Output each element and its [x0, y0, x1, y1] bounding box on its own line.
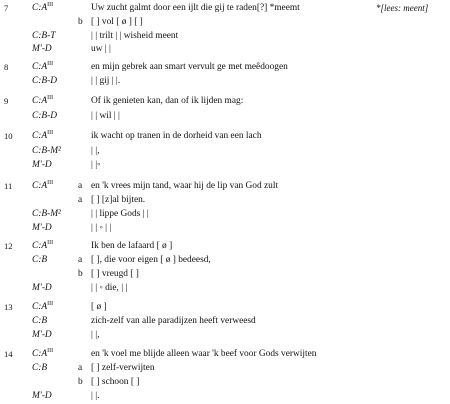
witness-siglum: C:B-D: [32, 76, 57, 86]
line-text: | |◦: [91, 160, 101, 170]
sub-label: a: [78, 195, 83, 205]
line-text: | |,: [91, 146, 100, 156]
line-number: 13: [4, 302, 13, 312]
apparatus-line: [0, 268, 450, 280]
apparatus-line: [0, 75, 450, 87]
witness-siglum: M'-D: [32, 391, 52, 401]
witness-siglum: C:B-M²: [32, 146, 61, 156]
line-number: 10: [4, 131, 13, 141]
line-text: | | lippe Gods | |: [91, 209, 149, 219]
line-number: 11: [4, 181, 13, 191]
apparatus-line: [0, 110, 450, 122]
margin-note: *[lees: meent]: [376, 3, 429, 13]
sub-label: a: [78, 363, 83, 373]
line-number: 14: [4, 349, 13, 359]
witness-siglum: M'-D: [32, 44, 52, 54]
apparatus-line: [0, 240, 450, 252]
apparatus-line: [0, 159, 450, 171]
sub-label: b: [78, 377, 83, 387]
apparatus-line: [0, 95, 450, 107]
line-text: Uw zucht galmt door een ijlt die gij te raden[?] *meemt: [91, 3, 300, 13]
line-text: en 'k voel me blijde alleen waar 'k beef voor Gods verwijten: [91, 349, 317, 359]
apparatus-line: [0, 390, 450, 402]
line-number: 9: [4, 96, 9, 106]
line-text: Ik ben de lafaard [ ø ]: [91, 241, 173, 251]
line-text: | | wil | |: [91, 111, 120, 121]
apparatus-line: [0, 2, 450, 14]
witness-siglum: M'-D: [32, 330, 52, 340]
witness-siglum: C:B-M²: [32, 209, 61, 219]
witness-siglum: M'-D: [32, 223, 52, 233]
line-number: 7: [4, 3, 9, 13]
witness-siglum: $C:A^{III}$: [32, 179, 54, 191]
witness-siglum: C:B-D: [32, 111, 57, 121]
apparatus-line: [0, 130, 450, 142]
line-text: en mijn gebrek aan smart vervult ge met meêdoogen: [91, 62, 288, 72]
line-text: | | trilt | | wisheid meent: [91, 31, 179, 41]
apparatus-line: [0, 254, 450, 266]
apparatus-line: [0, 329, 450, 341]
line-text: [ ] vreugd [ ]: [91, 269, 139, 279]
line-text: [ ] zelf-verwijten: [91, 363, 155, 373]
sub-label: a: [78, 255, 83, 265]
apparatus-line: [0, 194, 450, 206]
apparatus-line: [0, 43, 450, 55]
witness-siglum: C:B: [32, 255, 48, 265]
witness-siglum: C:B-T: [32, 31, 56, 41]
apparatus-line: [0, 301, 450, 313]
witness-siglum: M'-D: [32, 283, 52, 293]
sub-label: b: [78, 17, 83, 27]
sub-label: a: [78, 181, 83, 191]
sub-label: b: [78, 269, 83, 279]
witness-siglum: $C:A^{III}$: [32, 239, 54, 251]
line-text: | | ◦ | |: [91, 223, 112, 233]
line-text: [ ] [z]al bijten.: [91, 195, 146, 205]
line-text: | | ◦ die, | |: [91, 283, 128, 293]
witness-siglum: $C:A^{III}$: [32, 94, 54, 106]
line-text: en 'k vrees mijn tand, waar hij de lip van God zult: [91, 181, 279, 191]
witness-siglum: C:B: [32, 316, 48, 326]
apparatus-line: [0, 348, 450, 360]
witness-siglum: C:B: [32, 363, 48, 373]
apparatus-line: [0, 180, 450, 192]
witness-siglum: $C:A^{III}$: [32, 1, 54, 13]
line-text: [ ] schoon [ ]: [91, 377, 140, 387]
apparatus-line: [0, 376, 450, 388]
line-text: [ ] vol [ ø ] [ ]: [91, 17, 143, 27]
apparatus-line: [0, 61, 450, 73]
line-number: 12: [4, 241, 13, 251]
witness-siglum: $C:A^{III}$: [32, 347, 54, 359]
line-text: Of ik genieten kan, dan of ik lijden mag:: [91, 96, 244, 106]
apparatus-line: [0, 282, 450, 294]
line-text: zich-zelf van alle paradijzen heeft verweesd: [91, 316, 256, 326]
apparatus-line: [0, 30, 450, 42]
line-text: [ ø ]: [91, 302, 107, 312]
apparatus-line: [0, 145, 450, 157]
witness-siglum: $C:A^{III}$: [32, 129, 54, 141]
apparatus-line: [0, 222, 450, 234]
line-text: | | gij | |.: [91, 76, 121, 86]
line-text: | |.: [91, 391, 100, 401]
line-text: | |,: [91, 330, 100, 340]
witness-siglum: $C:A^{III}$: [32, 60, 54, 72]
apparatus-line: [0, 362, 450, 374]
line-text: uw | |: [91, 44, 111, 54]
witness-siglum: $C:A^{III}$: [32, 300, 54, 312]
witness-siglum: M'-D: [32, 160, 52, 170]
line-text: [ ], die voor eigen [ ø ] bedeesd,: [91, 255, 211, 265]
apparatus-line: [0, 16, 450, 28]
apparatus-line: [0, 208, 450, 220]
apparatus-line: [0, 315, 450, 327]
line-text: ik wacht op tranen in de dorheid van een lach: [91, 131, 262, 141]
line-number: 8: [4, 62, 9, 72]
